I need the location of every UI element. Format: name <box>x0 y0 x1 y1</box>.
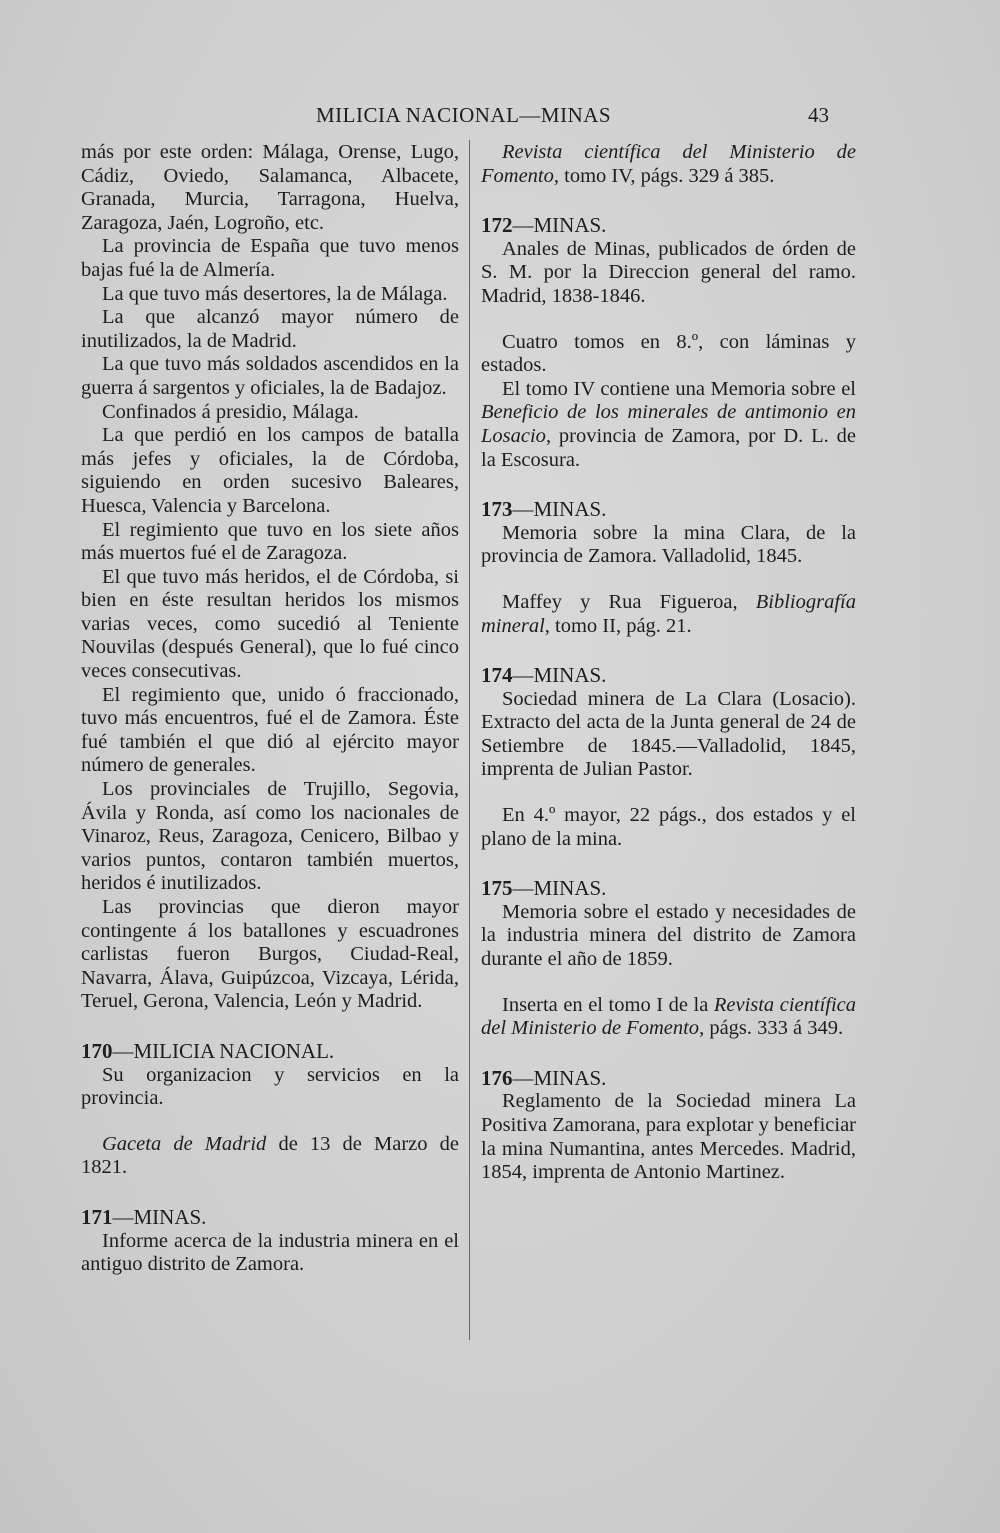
entry-note <box>481 591 856 638</box>
right-column <box>481 141 856 1185</box>
entry-heading-173 <box>481 498 856 522</box>
paragraph: El regimiento que tuvo en los siete años más muertos fué el de Zaragoza. <box>81 518 459 565</box>
entry-number: 171 <box>81 1204 113 1229</box>
paragraph: La provincia de España que tuvo menos bajas fué la de Almería. <box>81 235 459 281</box>
note-text: Maffey y Rua Figueroa, <box>502 590 756 613</box>
paragraph: Confinados á presidio, Málaga. <box>102 400 359 423</box>
entry-text: Su organizacion y servicios en la provincia. <box>81 1063 459 1110</box>
entry-heading-172 <box>481 214 856 238</box>
entry-text: Memoria sobre el estado y necesidades de la industria minera del distrito de Zamora durante el año de 1859. <box>481 900 856 971</box>
entry-note <box>481 994 856 1041</box>
note-italic: Beneficio de los minerales de antimonio en Losacio <box>481 401 856 447</box>
entry-title: —MINAS. <box>512 497 607 522</box>
entry-note: En 4.º mayor, 22 págs., dos estados y el plano de la mina. <box>481 804 856 850</box>
paragraph: La que alcanzó mayor número de inutilizados, la de Madrid. <box>81 306 459 352</box>
entry-heading-174 <box>481 664 856 688</box>
note-italic: Revista científica del Ministerio de Fomento <box>481 993 856 1040</box>
entry-note <box>81 1133 459 1180</box>
continued-note <box>481 141 856 188</box>
note-text: de 13 de Marzo de 1821. <box>81 1132 459 1179</box>
running-title: MILICIA NACIONAL—MINAS <box>316 103 612 127</box>
note-text: El tomo IV contiene una Memoria sobre el <box>502 377 856 400</box>
entry-number: 170 <box>81 1038 113 1063</box>
paragraph: Las provincias que dieron mayor contingente á los batallones y escuadrones carlistas fueron Burgos, Ciudad-Real, Navarra, Álava, Guipúzcoa, Vizcaya, Lérida, Teruel, Gerona, Valencia, León y Madrid. <box>81 896 459 1013</box>
left-column <box>81 141 459 1277</box>
note-italic: Gaceta de Madrid <box>102 1132 267 1155</box>
entry-title: —MINAS. <box>512 213 607 238</box>
page-number: 43 <box>808 103 829 127</box>
note-italic: Revista científica del Ministerio de Fomento, <box>481 141 856 187</box>
paragraph: La que tuvo más soldados ascendidos en la guerra á sargentos y oficiales, la de Badajoz. <box>81 353 459 399</box>
entry-text: Reglamento de la Sociedad minera La Positiva Zamorana, para explotar y beneficiar la mina Numantina, antes Mercedes. Madrid, 1854, imprenta de Antonio Martinez. <box>481 1090 856 1184</box>
paragraph: La que tuvo más desertores, la de Málaga. <box>102 282 448 305</box>
entry-title: —MINAS. <box>512 1065 607 1090</box>
entry-number: 174 <box>481 663 513 688</box>
entry-number: 176 <box>481 1065 513 1090</box>
entry-number: 173 <box>481 497 513 522</box>
entry-text: Sociedad minera de La Clara (Losacio). Extracto del acta de la Junta general de 24 de Setiembre de 1845.—Valladolid, 1845, imprenta de Julian Pastor. <box>481 687 856 781</box>
note-text: , págs. 333 á 349. <box>699 1017 844 1040</box>
entry-heading-171 <box>81 1206 459 1230</box>
entry-heading-176 <box>481 1067 856 1091</box>
entry-number: 175 <box>481 876 513 901</box>
note-text: , tomo II, pág. 21. <box>544 614 692 637</box>
entry-text: Memoria sobre la mina Clara, de la provincia de Zamora. Valladolid, 1845. <box>481 521 856 568</box>
note-text: tomo IV, págs. 329 á 385. <box>559 164 775 187</box>
entry-text: Anales de Minas, publicados de órden de S. M. por la Direccion general del ramo. Madrid, 1838-1846. <box>481 237 856 307</box>
page-header <box>0 103 1000 139</box>
paragraph: El regimiento que, unido ó fraccionado, tuvo más encuentros, fué el de Zamora. Éste fué también el que dió al ejército mayor número de generales. <box>81 683 459 777</box>
column-divider <box>469 140 470 1340</box>
paragraph: La que perdió en los campos de batalla más jefes y oficiales, la de Córdoba, siguiendo en orden sucesivo Baleares, Huesca, Valencia y Barcelona. <box>81 424 459 517</box>
paragraph: El que tuvo más heridos, el de Córdoba, si bien en éste resultan heridos los mismos varias veces, como sucedió al Teniente Nouvilas (después General), que lo fué cinco veces consecutivas. <box>81 565 459 683</box>
entry-title: —MINAS. <box>512 663 607 688</box>
entry-heading-175 <box>481 877 856 901</box>
entry-text: Informe acerca de la industria minera en el antiguo distrito de Zamora. <box>81 1229 459 1276</box>
note-text: Inserta en el tomo I de la <box>502 993 714 1016</box>
paragraph: más por este orden: Málaga, Orense, Lugo, Cádiz, Oviedo, Salamanca, Albacete, Granada, Murcia, Tarragona, Huelva, Zaragoza, Jaén, Logroño, etc. <box>81 141 459 234</box>
entry-title: —MINAS. <box>512 876 607 901</box>
note-italic: Bibliografía mineral <box>481 590 856 637</box>
entry-heading-170 <box>81 1040 459 1064</box>
entry-note <box>481 378 856 472</box>
entry-number: 172 <box>481 213 513 238</box>
entry-title: —MILICIA NACIONAL. <box>112 1038 335 1063</box>
paragraph: Los provinciales de Trujillo, Segovia, Ávila y Ronda, así como los nacionales de Vinaroz, Reus, Zaragoza, Cenicero, Bilbao y varios puntos, contaron también muertos, heridos é inutilizados. <box>81 778 459 895</box>
note-text: , provincia de Zamora, por D. L. de la Escosura. <box>481 424 856 471</box>
entry-note: Cuatro tomos en 8.º, con láminas y estados. <box>481 330 856 377</box>
entry-title: —MINAS. <box>112 1204 207 1229</box>
